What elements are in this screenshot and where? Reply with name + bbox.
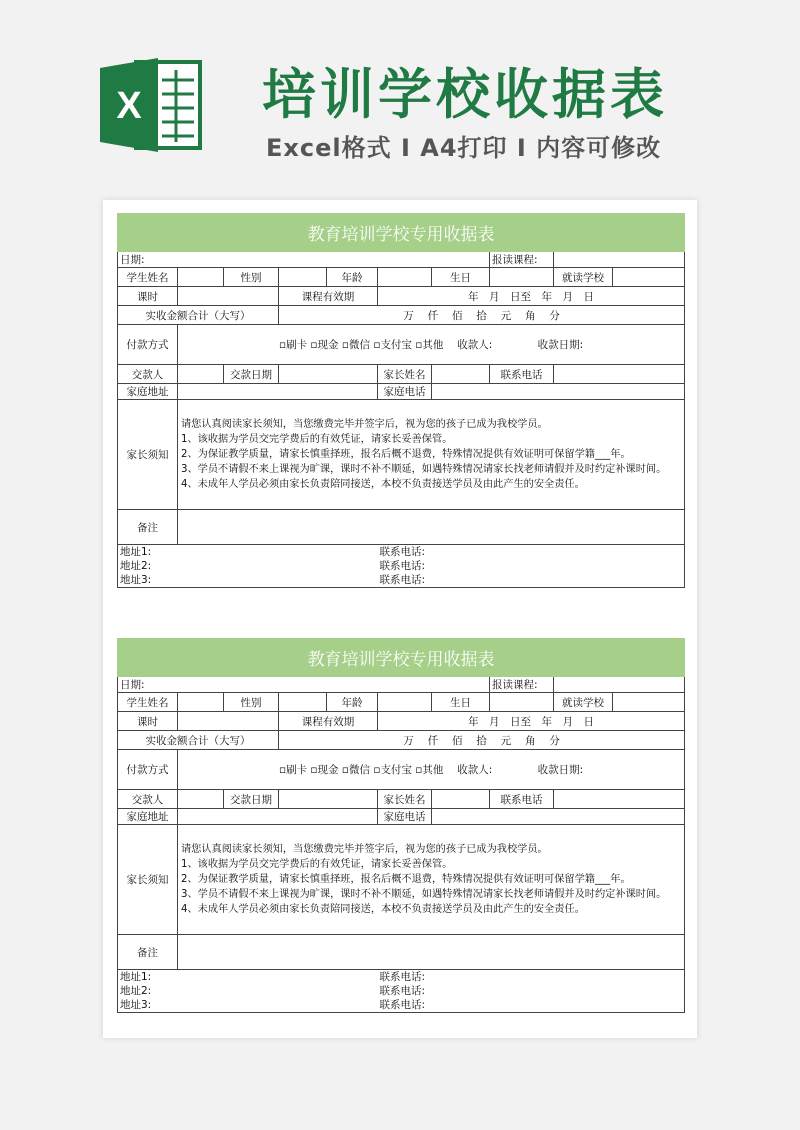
school-field[interactable] (613, 268, 685, 287)
remark-field[interactable] (178, 510, 685, 545)
date-label[interactable]: 日期: (118, 677, 490, 693)
hours-field[interactable] (178, 712, 279, 731)
payer-label: 交款人 (118, 365, 178, 384)
parent-name-label: 家长姓名 (378, 790, 432, 809)
payment-label: 付款方式 (118, 325, 178, 365)
date-label[interactable]: 日期: (118, 252, 490, 268)
course-field[interactable] (554, 252, 685, 268)
hours-label: 课时 (118, 287, 178, 306)
parent-name-field[interactable] (432, 790, 490, 809)
notice-line: 1、该收据为学员交完学费后的有效凭证，请家长妥善保管。 (181, 434, 453, 445)
notice-text (178, 400, 685, 510)
amount-label: 实收金额合计（大写） (118, 306, 279, 325)
school-field[interactable] (613, 693, 685, 712)
address-1[interactable]: 地址1: (118, 545, 378, 560)
hours-field[interactable] (178, 287, 279, 306)
payer-label: 交款人 (118, 790, 178, 809)
hours-label: 课时 (118, 712, 178, 731)
home-phone-field[interactable] (432, 384, 685, 400)
address-3-phone[interactable]: 联系电话: (378, 998, 685, 1013)
address-2[interactable]: 地址2: (118, 984, 378, 998)
form-title: 教育培训学校专用收据表 (118, 639, 685, 677)
page-title: 培训学校收据表 (262, 63, 668, 126)
page-subtitle: Excel格式 I A4打印 I 内容可修改 (266, 134, 662, 162)
parent-name-field[interactable] (432, 365, 490, 384)
address-3[interactable]: 地址3: (118, 998, 378, 1013)
gender-field[interactable] (279, 268, 327, 287)
student-name-label: 学生姓名 (118, 693, 178, 712)
contact-phone-field[interactable] (554, 365, 685, 384)
notice-text (178, 825, 685, 935)
receipt-form (117, 213, 684, 588)
contact-phone-label: 联系电话 (490, 790, 554, 809)
student-name-field[interactable] (178, 693, 224, 712)
notice-line: 4、未成年人学员必须由家长负责陪同接送，本校不负责接送学员及由此产生的安全责任。 (181, 904, 585, 915)
home-phone-field[interactable] (432, 809, 685, 825)
amount-label: 实收金额合计（大写） (118, 731, 279, 750)
validity-field[interactable]: 年 月 日至 年 月 日 (378, 712, 685, 731)
notice-line: 3、学员不请假不来上课视为旷课，课时不补不顺延，如遇特殊情况请家长找老师请假并及时约定补课时间。 (181, 464, 667, 475)
excel-logo-icon (100, 58, 202, 152)
payer-field[interactable] (178, 790, 224, 809)
amount-field[interactable]: 万 仟 佰 拾 元 角 分 (279, 306, 685, 325)
payer-field[interactable] (178, 365, 224, 384)
remark-label: 备注 (118, 510, 178, 545)
home-address-label: 家庭地址 (118, 384, 178, 400)
age-label: 年龄 (327, 268, 378, 287)
payment-label: 付款方式 (118, 750, 178, 790)
gender-label: 性别 (224, 693, 279, 712)
home-phone-label: 家庭电话 (378, 809, 432, 825)
age-field[interactable] (378, 693, 432, 712)
pay-date-field[interactable] (279, 790, 378, 809)
logo-letter: X (116, 85, 142, 127)
pay-date-field[interactable] (279, 365, 378, 384)
school-label: 就读学校 (554, 268, 613, 287)
contact-phone-field[interactable] (554, 790, 685, 809)
home-address-label: 家庭地址 (118, 809, 178, 825)
course-field[interactable] (554, 677, 685, 693)
validity-field[interactable]: 年 月 日至 年 月 日 (378, 287, 685, 306)
receipt-form (117, 638, 684, 1013)
home-address-field[interactable] (178, 384, 378, 400)
notice-line: 1、该收据为学员交完学费后的有效凭证，请家长妥善保管。 (181, 859, 453, 870)
notice-line: 4、未成年人学员必须由家长负责陪同接送，本校不负责接送学员及由此产生的安全责任。 (181, 479, 585, 490)
notice-line: 3、学员不请假不来上课视为旷课，课时不补不顺延，如遇特殊情况请家长找老师请假并及时约定补课时间。 (181, 889, 667, 900)
notice-label: 家长须知 (118, 825, 178, 935)
payment-options[interactable]: ▫刷卡 ▫现金 ▫微信 ▫支付宝 ▫其他 收款人: 收款日期: (178, 750, 685, 790)
remark-label: 备注 (118, 935, 178, 970)
birthday-field[interactable] (490, 268, 554, 287)
gender-label: 性别 (224, 268, 279, 287)
birthday-label: 生日 (432, 693, 490, 712)
birthday-field[interactable] (490, 693, 554, 712)
course-label: 报读课程: (490, 252, 554, 268)
address-2-phone[interactable]: 联系电话: (378, 559, 685, 573)
home-phone-label: 家庭电话 (378, 384, 432, 400)
notice-line: 2、为保证教学质量，请家长慎重择班，报名后概不退费，特殊情况提供有效证明可保留学籍___年。 (181, 449, 631, 460)
remark-field[interactable] (178, 935, 685, 970)
birthday-label: 生日 (432, 268, 490, 287)
course-label: 报读课程: (490, 677, 554, 693)
address-2[interactable]: 地址2: (118, 559, 378, 573)
student-name-label: 学生姓名 (118, 268, 178, 287)
validity-label: 课程有效期 (279, 287, 378, 306)
form-title: 教育培训学校专用收据表 (118, 214, 685, 252)
gender-field[interactable] (279, 693, 327, 712)
student-name-field[interactable] (178, 268, 224, 287)
address-1[interactable]: 地址1: (118, 970, 378, 985)
address-1-phone[interactable]: 联系电话: (378, 545, 685, 560)
address-3-phone[interactable]: 联系电话: (378, 573, 685, 588)
contact-phone-label: 联系电话 (490, 365, 554, 384)
notice-line: 2、为保证教学质量，请家长慎重择班，报名后概不退费，特殊情况提供有效证明可保留学籍___年。 (181, 874, 631, 885)
parent-name-label: 家长姓名 (378, 365, 432, 384)
amount-field[interactable]: 万 仟 佰 拾 元 角 分 (279, 731, 685, 750)
notice-line: 请您认真阅读家长须知，当您缴费完毕并签字后，视为您的孩子已成为我校学员。 (181, 844, 548, 855)
home-address-field[interactable] (178, 809, 378, 825)
notice-label: 家长须知 (118, 400, 178, 510)
school-label: 就读学校 (554, 693, 613, 712)
pay-date-label: 交款日期 (224, 365, 279, 384)
address-2-phone[interactable]: 联系电话: (378, 984, 685, 998)
address-1-phone[interactable]: 联系电话: (378, 970, 685, 985)
notice-line: 请您认真阅读家长须知，当您缴费完毕并签字后，视为您的孩子已成为我校学员。 (181, 419, 548, 430)
address-3[interactable]: 地址3: (118, 573, 378, 588)
validity-label: 课程有效期 (279, 712, 378, 731)
payment-options[interactable]: ▫刷卡 ▫现金 ▫微信 ▫支付宝 ▫其他 收款人: 收款日期: (178, 325, 685, 365)
age-label: 年龄 (327, 693, 378, 712)
pay-date-label: 交款日期 (224, 790, 279, 809)
age-field[interactable] (378, 268, 432, 287)
